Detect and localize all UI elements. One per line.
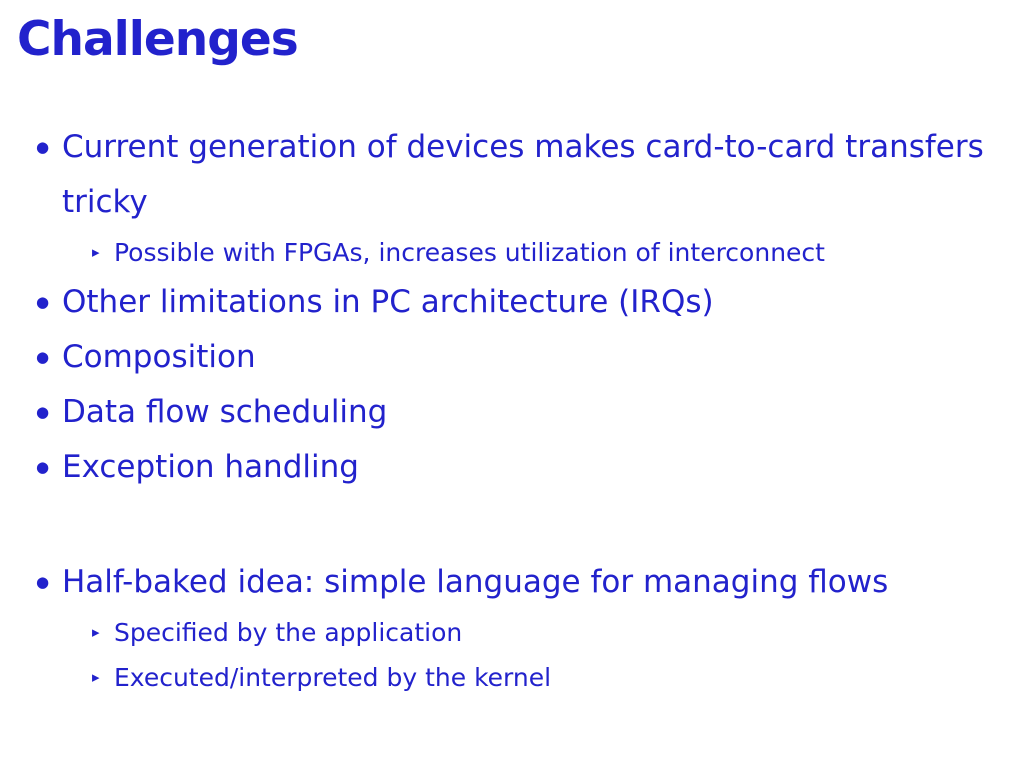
bullet-text: Data flow scheduling	[62, 394, 388, 431]
sub-bullet-text: Executed/interpreted by the kernel	[114, 663, 552, 693]
bullet-item	[36, 555, 996, 610]
bullet-dot-icon: ●	[36, 403, 50, 422]
bullet-item	[36, 440, 996, 495]
slide-title: Challenges	[17, 12, 298, 67]
triangle-bullet-icon: ▸	[92, 243, 100, 262]
bullet-text: Composition	[62, 339, 256, 376]
sub-bullet-text: Possible with FPGAs, increases utilization of interconnect	[114, 238, 825, 268]
sub-bullet-item	[92, 230, 996, 275]
triangle-bullet-icon: ▸	[92, 623, 100, 642]
bullet-dot-icon: ●	[36, 458, 50, 477]
bullet-dot-icon: ●	[36, 293, 50, 312]
bullet-item	[36, 120, 996, 230]
bullet-text: Other limitations in PC architecture (IRQs)	[62, 284, 714, 321]
bullet-text: Exception handling	[62, 449, 359, 486]
bullet-dot-icon: ●	[36, 573, 50, 592]
bullet-list	[0, 68, 1024, 700]
bullet-dot-icon: ●	[36, 138, 50, 157]
bullet-item	[36, 330, 996, 385]
bullet-item	[36, 385, 996, 440]
sub-bullet-item	[92, 655, 996, 700]
triangle-bullet-icon: ▸	[92, 668, 100, 687]
sub-bullet-item	[92, 610, 996, 655]
sub-bullet-text: Specified by the application	[114, 618, 463, 648]
bullet-item	[36, 275, 996, 330]
bullet-dot-icon: ●	[36, 348, 50, 367]
bullet-text: Current generation of devices makes card-to-card transfers tricky	[62, 129, 984, 221]
bullet-text: Half-baked idea: simple language for managing flows	[62, 564, 889, 601]
